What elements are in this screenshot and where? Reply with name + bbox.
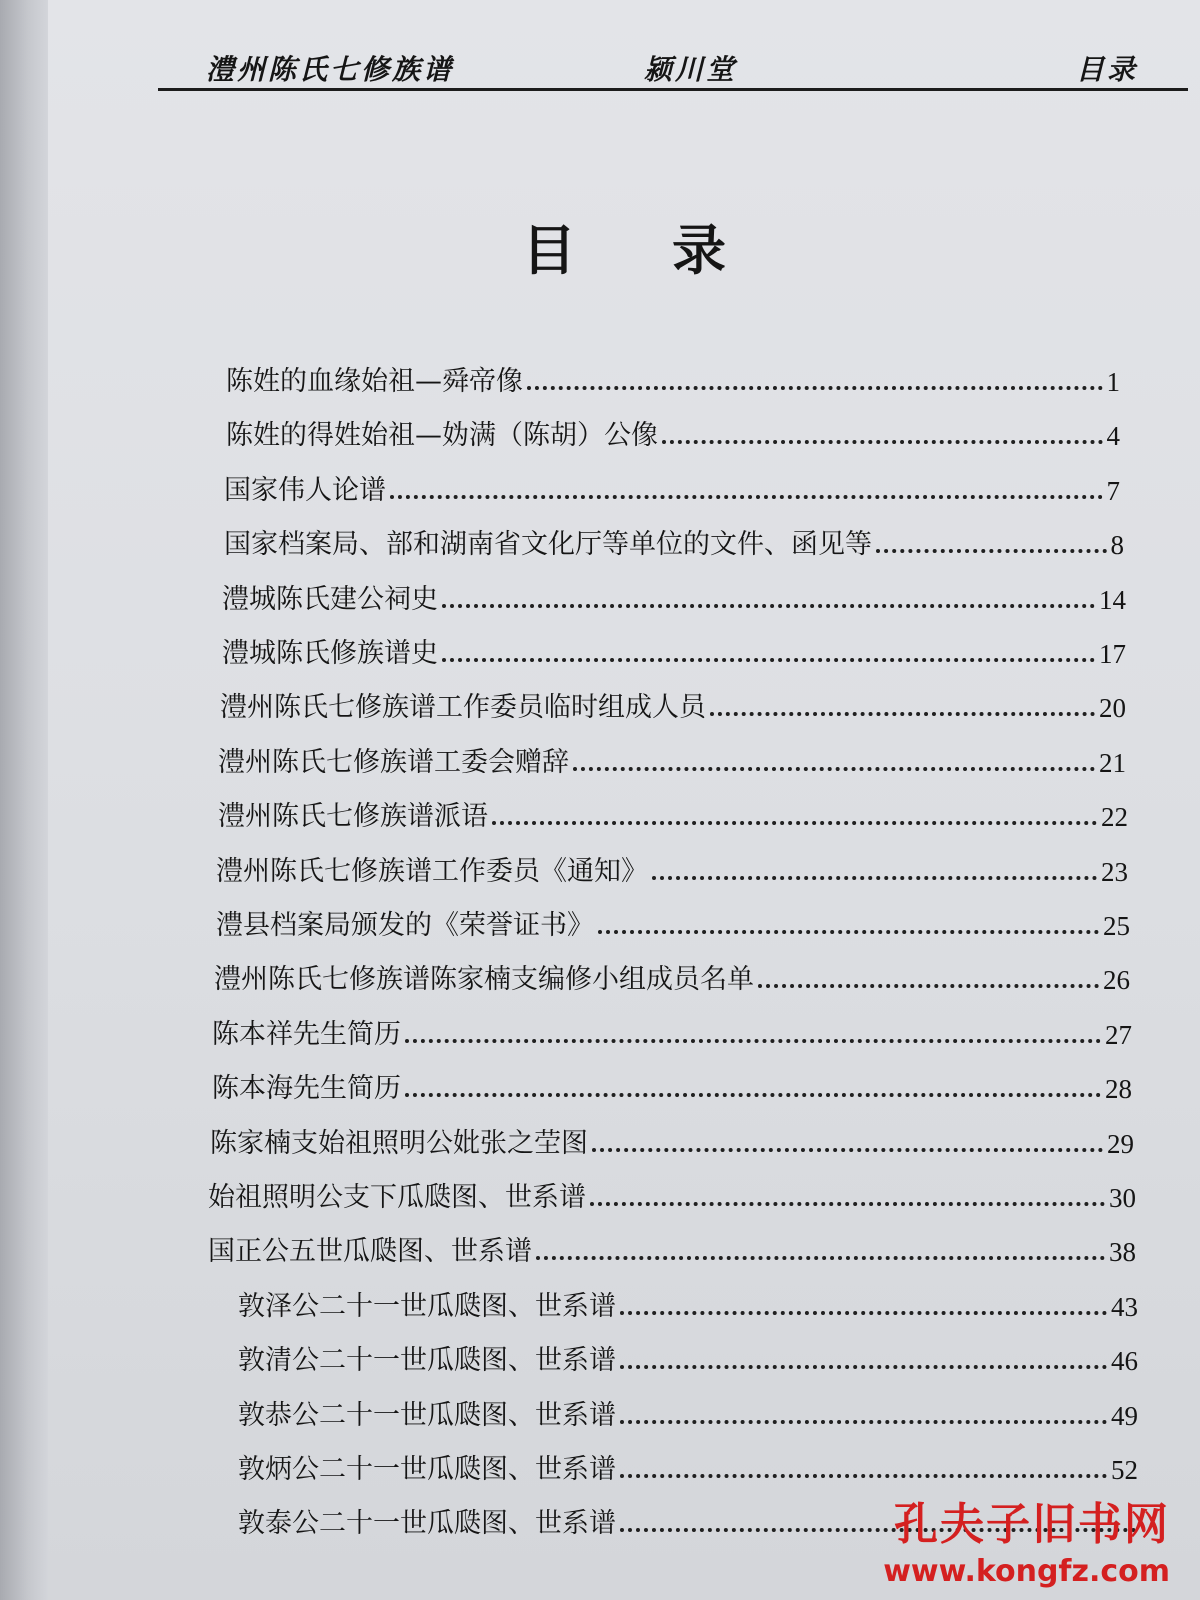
toc-entry-page: 38 — [1109, 1237, 1136, 1267]
toc-entry — [224, 463, 1120, 507]
page-title: 目录 — [522, 218, 822, 282]
toc-leader-dots — [405, 1038, 1101, 1043]
toc-entry-page: 46 — [1111, 1346, 1138, 1376]
toc-entry-label: 澧州陈氏七修族谱工作委员临时组成人员 — [220, 692, 706, 723]
book-spine-shadow — [0, 0, 48, 1600]
toc-entry — [218, 789, 1128, 833]
toc-entry-page: 8 — [1110, 530, 1124, 560]
toc-entry — [226, 408, 1120, 452]
toc-leader-dots — [442, 603, 1095, 608]
toc-entry-label: 国家档案局、部和湖南省文化厅等单位的文件、函见等 — [224, 529, 872, 560]
toc-entry-label: 澧州陈氏七修族谱派语 — [218, 801, 488, 832]
toc-leader-dots — [620, 1364, 1107, 1369]
toc-entry-label: 始祖照明公支下瓜瓞图、世系谱 — [208, 1182, 586, 1213]
toc-leader-dots — [620, 1473, 1107, 1478]
toc-entry — [218, 735, 1126, 779]
toc-leader-dots — [652, 875, 1097, 880]
toc-entry — [216, 898, 1130, 942]
toc-entry-page: 49 — [1111, 1401, 1138, 1431]
toc-entry-label: 陈姓的得姓始祖—妫满（陈胡）公像 — [226, 420, 658, 451]
toc-entry-label: 陈家楠支始祖照明公妣张之茔图 — [210, 1128, 588, 1159]
toc-entry — [222, 572, 1126, 616]
toc-entry-page: 17 — [1099, 639, 1126, 669]
toc-entry-label: 敦炳公二十一世瓜瓞图、世系谱 — [238, 1454, 616, 1485]
toc-entry-page: 25 — [1103, 911, 1130, 941]
toc-entry-page: 20 — [1099, 693, 1126, 723]
toc-entry — [214, 952, 1130, 996]
toc-entry-page: 4 — [1106, 421, 1120, 451]
toc-entry — [216, 844, 1128, 888]
toc-entry — [208, 1224, 1136, 1268]
toc-leader-dots — [598, 929, 1099, 934]
toc-leader-dots — [758, 983, 1099, 988]
toc-entry-page: 14 — [1099, 585, 1126, 615]
toc-entry-label: 陈姓的血缘始祖—舜帝像 — [226, 366, 523, 397]
header-book-title: 澧州陈氏七修族谱 — [206, 53, 455, 86]
table-of-contents — [48, 350, 1200, 1550]
header-rule — [158, 88, 1188, 91]
toc-entry-label: 澧州陈氏七修族谱陈家楠支编修小组成员名单 — [214, 964, 754, 995]
toc-leader-dots — [876, 548, 1107, 553]
toc-entry-label: 国正公五世瓜瓞图、世系谱 — [208, 1236, 532, 1267]
toc-entry-label: 澧城陈氏修族谱史 — [222, 638, 438, 669]
toc-entry-label: 国家伟人论谱 — [224, 475, 386, 506]
toc-entry-page: 26 — [1103, 965, 1130, 995]
toc-entry — [222, 626, 1126, 670]
toc-entry — [208, 1170, 1136, 1214]
toc-entry-page: 28 — [1105, 1074, 1132, 1104]
toc-entry — [212, 1007, 1132, 1051]
toc-entry-page: 7 — [1106, 476, 1120, 506]
running-header — [158, 40, 1198, 88]
toc-entry — [238, 1279, 1138, 1323]
toc-leader-dots — [620, 1310, 1107, 1315]
toc-entry-page: 1 — [1106, 367, 1120, 397]
toc-entry — [226, 354, 1120, 398]
toc-entry-page: 21 — [1099, 748, 1126, 778]
toc-entry-label: 澧州陈氏七修族谱工委会赠辞 — [218, 747, 569, 778]
toc-entry — [212, 1061, 1132, 1105]
toc-entry-page: 29 — [1107, 1129, 1134, 1159]
toc-entry-label: 陈本海先生简历 — [212, 1073, 401, 1104]
toc-leader-dots — [405, 1092, 1101, 1097]
toc-entry-label: 敦恭公二十一世瓜瓞图、世系谱 — [238, 1400, 616, 1431]
toc-entry — [238, 1388, 1138, 1432]
toc-leader-dots — [592, 1147, 1103, 1152]
toc-entry-page: 43 — [1111, 1292, 1138, 1322]
toc-entry-label: 敦泰公二十一世瓜瓞图、世系谱 — [238, 1508, 616, 1539]
toc-entry-label: 陈本祥先生简历 — [212, 1019, 401, 1050]
toc-entry — [238, 1442, 1138, 1486]
toc-leader-dots — [573, 766, 1095, 771]
header-section: 目录 — [1075, 53, 1138, 86]
toc-entry-label: 敦清公二十一世瓜瓞图、世系谱 — [238, 1345, 616, 1376]
toc-entry — [210, 1116, 1134, 1160]
toc-entry-label: 澧城陈氏建公祠史 — [222, 584, 438, 615]
watermark — [883, 1488, 1170, 1589]
toc-leader-dots — [590, 1201, 1105, 1206]
toc-entry-page: 23 — [1101, 857, 1128, 887]
toc-entry-page: 52 — [1111, 1455, 1138, 1485]
toc-entry-page: 27 — [1105, 1020, 1132, 1050]
toc-entry — [238, 1333, 1138, 1377]
toc-leader-dots — [620, 1419, 1107, 1424]
toc-entry-label: 敦泽公二十一世瓜瓞图、世系谱 — [238, 1291, 616, 1322]
toc-entry-label: 澧县档案局颁发的《荣誉证书》 — [216, 910, 594, 941]
toc-leader-dots — [492, 820, 1097, 825]
toc-leader-dots — [527, 385, 1103, 390]
toc-entry-page: 30 — [1109, 1183, 1136, 1213]
toc-leader-dots — [662, 439, 1103, 444]
toc-leader-dots — [442, 657, 1095, 662]
toc-entry — [224, 517, 1124, 561]
toc-leader-dots — [536, 1255, 1105, 1260]
toc-entry — [220, 680, 1126, 724]
toc-entry-page: 22 — [1101, 802, 1128, 832]
watermark-name: 孔夫子旧书网 — [894, 1499, 1170, 1550]
document-page — [48, 0, 1200, 1600]
toc-leader-dots — [390, 494, 1103, 499]
toc-leader-dots — [710, 711, 1095, 716]
toc-entry-label: 澧州陈氏七修族谱工作委员《通知》 — [216, 856, 648, 887]
header-hall-name: 颍川堂 — [644, 53, 738, 86]
watermark-url: www.kongfz.com — [883, 1554, 1170, 1589]
